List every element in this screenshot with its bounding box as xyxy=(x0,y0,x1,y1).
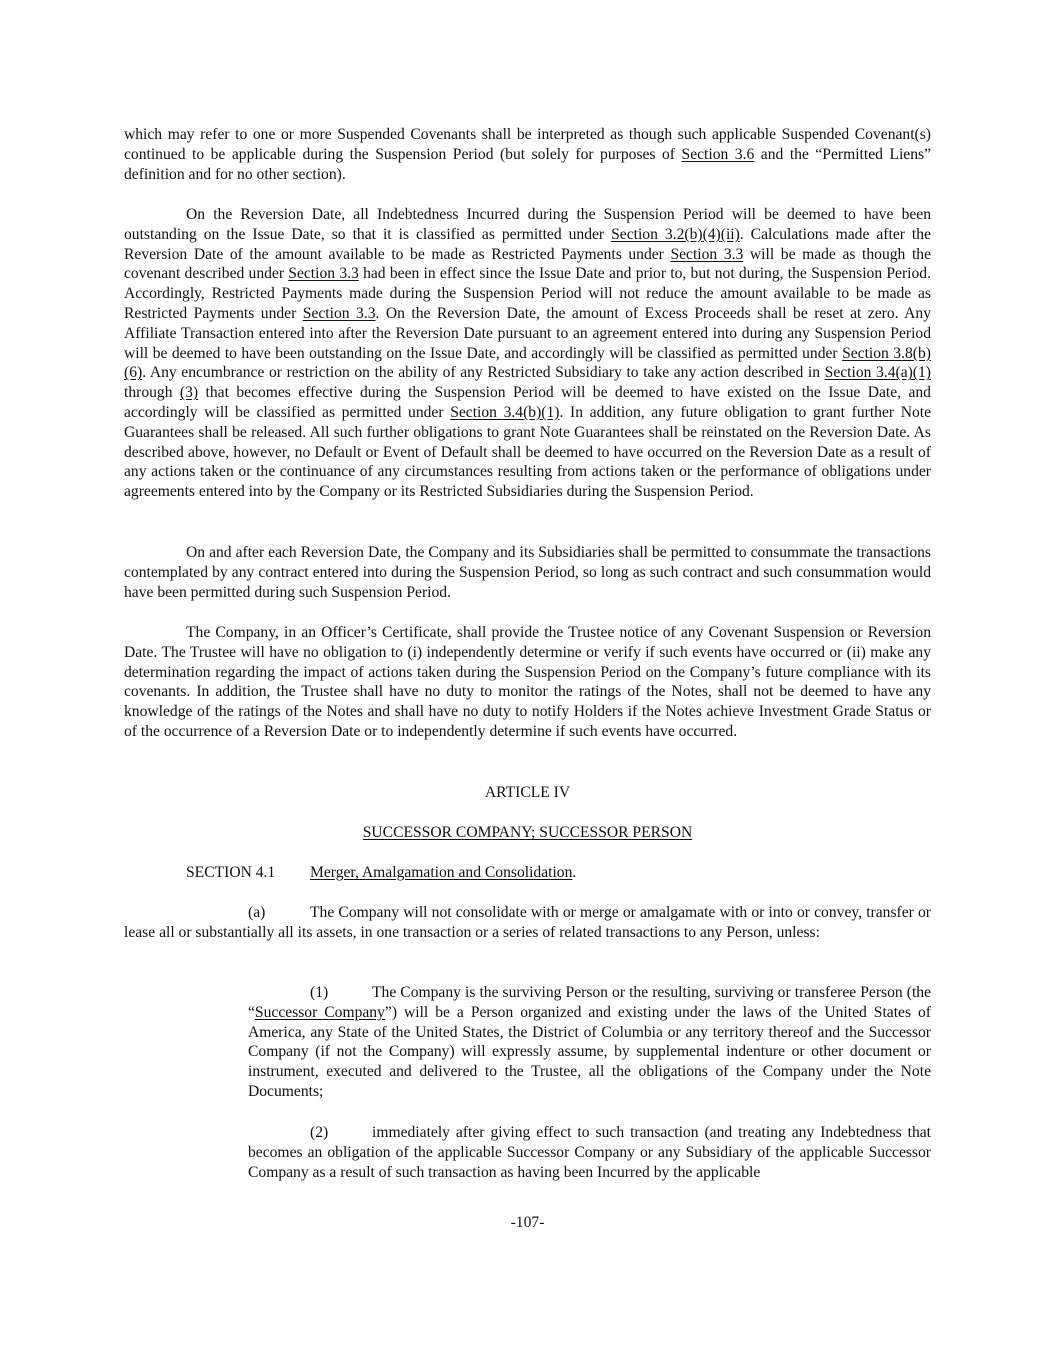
paragraph-after-reversion: On and after each Reversion Date, the Company and its Subsidiaries shall be permitted to consummate the transactions contemplated by any contract entered into during the Suspension Period, so long as such contract and such consummation would have been permitted during such Suspension Period. xyxy=(124,544,931,601)
text-run: and the “Permitted Liens” definition and for no other section). xyxy=(124,145,932,183)
section-reference: Section 3.3 xyxy=(288,265,359,283)
paragraph-suspended-covenants xyxy=(124,125,931,184)
section-reference: Section 3.4(a)(1) xyxy=(824,364,931,382)
article-title-text: SUCCESSOR COMPANY; SUCCESSOR PERSON xyxy=(362,824,693,841)
section-title-suffix: . xyxy=(572,864,577,881)
section-reference: Section 3.6 xyxy=(681,145,755,163)
list-item-2 xyxy=(248,1123,931,1182)
paragraph-reversion-date xyxy=(124,205,931,502)
section-number: SECTION 4.1 xyxy=(186,864,276,881)
text-run: . Calculations made after the Reversion Date of the amount available to be made as Restricted Payments under xyxy=(124,225,931,263)
section-reference: Section 3.3 xyxy=(670,245,744,263)
section-reference: Section 3.2(b)(4)(ii) xyxy=(611,225,740,243)
section-heading xyxy=(186,863,931,883)
text-run: that becomes effective during the Suspension Period will be deemed to have existed on the Issue Date, and accordingly will be classified as permitted under xyxy=(124,384,931,421)
section-reference: Section 3.4(b)(1) xyxy=(450,403,560,421)
text-run: had been in effect since the Issue Date and prior to, but not during, the Suspension Period. Accordingly, Restricted Payments made during the Suspension Period will not reduce the amount available to be made as Restricted Payments under xyxy=(124,265,931,322)
page-number: -107- xyxy=(510,1214,545,1231)
text-run: will be made as though the covenant described under xyxy=(124,245,931,283)
text-run: through xyxy=(124,384,180,402)
section-reference: Section 3.8(b)(6) xyxy=(124,344,931,382)
text-run: . Any encumbrance or restriction on the ability of any Restricted Subsidiary to take any action described in xyxy=(142,364,825,382)
text-run: . In addition, any future obligation to grant further Note Guarantees shall be released. All such further obligations to grant Note Guarantees shall be reinstated on the Reversion Date. As described above, however, no Default or Event of Default shall be deemed to have occurred on the Reversion Date as a result of any actions taken or the continuance of any circumstances resulting from actions taken or the performance of obligations under agreements entered into by the Company or its Restricted Subsidiaries during the Suspension Period. xyxy=(124,403,932,501)
section-title: Merger, Amalgamation and Consolidation xyxy=(310,864,573,881)
text-run: The Company will not consolidate with or merge or amalgamate with or into or convey, transfer or lease all or substantially all its assets, in one transaction or a series of related transactions to any Person, unless: xyxy=(124,904,931,941)
item-label: (1) xyxy=(310,984,329,1001)
text-run: . On the Reversion Date, the amount of Excess Proceeds shall be reset at zero. Any Affiliate Transaction entered into after the Reversion Date pursuant to an agreement entered into during any Suspension Period will be deemed to have been outstanding on the Issue Date, and accordingly will be classified as permitted under xyxy=(124,304,931,362)
text-run: The Company is the surviving Person or the resulting, surviving or transferee Person (the “ xyxy=(248,984,931,1021)
text-run: which may refer to one or more Suspended Covenants shall be interpreted as though such applicable Suspended Covenant(s) continued to be applicable during the Suspension Period (but solely for purposes of xyxy=(124,126,931,163)
list-item-1 xyxy=(248,983,931,1102)
section-reference: Section 3.3 xyxy=(302,304,376,322)
text-run: immediately after giving effect to such transaction (and treating any Indebtedness that becomes an obligation of the applicable Successor Company or any Subsidiary of the applicable Successor Company as a result of such transaction as having been Incurred by the applicable xyxy=(248,1124,931,1181)
paragraph-a xyxy=(124,903,931,943)
defined-term: Successor Company xyxy=(254,1003,385,1021)
article-title xyxy=(124,823,931,843)
section-reference: (3) xyxy=(179,384,199,402)
article-heading: ARTICLE IV xyxy=(484,784,571,801)
text-run: ”) will be a Person organized and existing under the laws of the United States of America, any State of the United States, the District of Columbia or any territory thereof and the Successor Company (if not the Company) will expressly assume, by supplemental indenture or other document or instrument, executed and delivered to the Trustee, all the obligations of the Company under the Note Documents; xyxy=(248,1003,931,1100)
item-label: (2) xyxy=(310,1124,329,1141)
text-run: On the Reversion Date, all Indebtedness Incurred during the Suspension Period will be deemed to have been outstanding on the Issue Date, so that it is classified as permitted under xyxy=(124,206,931,243)
paragraph-label: (a) xyxy=(248,904,266,921)
paragraph-officers-certificate: The Company, in an Officer’s Certificate, shall provide the Trustee notice of any Covenant Suspension or Reversion Date. The Trustee will have no obligation to (i) independently determine or verify if such events have occurred or (ii) make any determination regarding the impact of actions taken during the Suspension Period on the Company’s future compliance with its covenants. In addition, the Trustee shall have no duty to monitor the ratings of the Notes, shall not be deemed to have any knowledge of the ratings of the Notes and shall have no duty to notify Holders if the Notes achieve Investment Grade Status or of the occurrence of a Reversion Date or to independently determine if such events have occurred. xyxy=(124,624,931,740)
